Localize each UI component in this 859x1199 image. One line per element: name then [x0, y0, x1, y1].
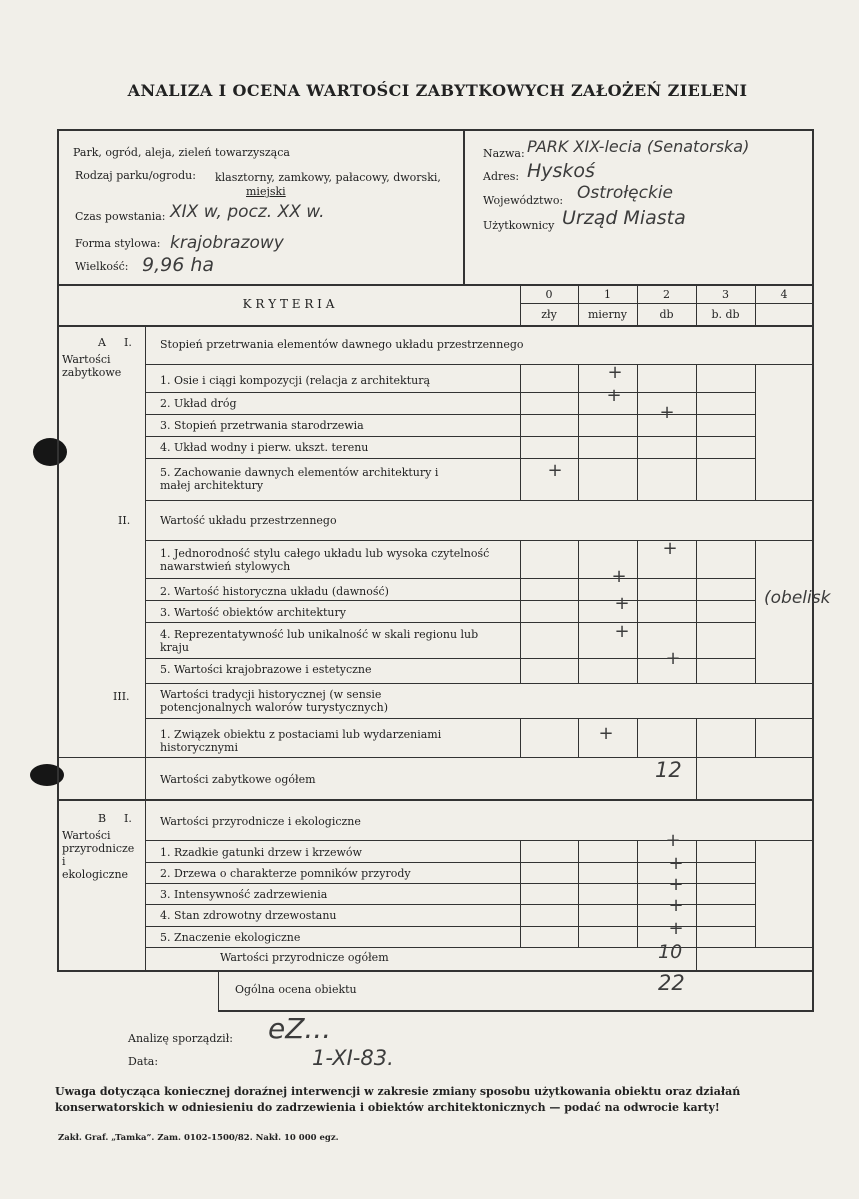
score-0: 0: [545, 288, 553, 301]
section-a-roman: I.: [124, 336, 132, 349]
total-a-value: 12: [655, 758, 682, 782]
nazwa-value: PARK XIX-lecia (Senatorska): [527, 137, 750, 156]
wielkosc-label: Wielkość:: [75, 260, 129, 273]
score-name-0: zły: [541, 308, 557, 321]
item-b1-2: 2. Drzewa o charakterze pomników przyrody: [160, 867, 411, 880]
item-a3-1: 1. Związek obiektu z postaciami lub wydarzeniami historycznymi: [160, 728, 442, 754]
czas-value: XIX w, pocz. XX w.: [170, 202, 325, 222]
footer-note: Uwaga dotycząca koniecznej doraźnej interwencji w zakresie zmiany sposobu użytkowania obiektu oraz działań konserwatorskich w odniesieniu do zadrzewienia i obiektów architektonicznych — podać na odwrocie karty!: [55, 1085, 741, 1114]
forma-label: Forma stylowa:: [75, 237, 161, 250]
total-b-value: 10: [658, 941, 683, 963]
mark-a2-2: +: [611, 566, 627, 587]
mark-a2-4: +: [614, 621, 630, 642]
item-a1-4: 4. Układ wodny i pierw. ukszt. terenu: [160, 441, 369, 454]
section-b-name: Wartości przyrodnicze i ekologiczne: [62, 829, 135, 881]
item-a2-3: 3. Wartość obiektów architektury: [160, 606, 346, 619]
rodzaj-options-2: miejski: [246, 185, 286, 198]
date-value: 1-XI-83.: [312, 1046, 394, 1070]
section-b-roman: I.: [124, 812, 132, 825]
punch-hole-top: [33, 438, 67, 466]
score-1: 1: [604, 288, 611, 301]
score-3: 3: [722, 288, 729, 301]
item-b1-4: 4. Stan zdrowotny drzewostanu: [160, 909, 337, 922]
item-a1-5: 5. Zachowanie dawnych elementów architektury i małej architektury: [160, 466, 439, 492]
kryteria-label: K R Y T E R I A: [242, 297, 335, 311]
group-b1-title: Wartości przyrodnicze i ekologiczne: [160, 815, 361, 828]
rodzaj-options: klasztorny, zamkowy, pałacowy, dworski,: [215, 171, 441, 184]
uzytk-value: Urząd Miasta: [562, 207, 686, 229]
analyst-signature: eZ...: [268, 1012, 332, 1045]
mark-b1-4: +: [668, 895, 684, 916]
item-a2-5: 5. Wartości krajobrazowe i estetyczne: [160, 663, 372, 676]
mark-a2-1: +: [662, 538, 678, 559]
score-name-3: b. db: [711, 308, 740, 321]
adres-label: Adres:: [483, 170, 520, 183]
item-b1-3: 3. Intensywność zadrzewienia: [160, 888, 328, 901]
uzytk-label: Użytkownicy: [483, 219, 555, 232]
mark-a1-2: +: [606, 385, 622, 406]
overall-value: 22: [658, 971, 685, 995]
mark-b1-3: +: [668, 874, 684, 895]
mark-a3-1: +: [598, 723, 614, 744]
forma-value: krajobrazowy: [170, 233, 284, 253]
item-b1-5: 5. Znaczenie ekologiczne: [160, 931, 301, 944]
score-2: 2: [663, 288, 670, 301]
item-b1-1: 1. Rzadkie gatunki drzew i krzewów: [160, 846, 362, 859]
item-a2-2: 2. Wartość historyczna układu (dawność): [160, 585, 389, 598]
czas-label: Czas powstania:: [75, 210, 166, 223]
park-type-line: Park, ogród, aleja, zieleń towarzysząca: [73, 146, 290, 159]
page-title: ANALIZA I OCENA WARTOŚCI ZABYTKOWYCH ZAŁOŻEŃ ZIELENI: [127, 81, 748, 100]
adres-value: Hyskoś: [527, 160, 595, 182]
group-a3-title: Wartości tradycji historycznej (w sensie potencjonalnych walorów turystycznych): [160, 688, 389, 714]
side-note: (obelisk: [764, 588, 831, 608]
section-a-roman-2: II.: [118, 514, 131, 527]
total-a-label: Wartości zabytkowe ogółem: [160, 773, 316, 786]
punch-hole-bottom: [30, 764, 64, 786]
mark-a2-5: +: [665, 648, 681, 669]
group-a1-title: Stopień przetrwania elementów dawnego układu przestrzennego: [160, 338, 524, 351]
woj-value: Ostrołęckie: [577, 183, 674, 203]
group-a2-title: Wartość układu przestrzennego: [160, 514, 337, 527]
section-a-name: Wartości zabytkowe: [62, 353, 122, 379]
mark-a2-3: +: [614, 593, 630, 614]
date-label: Data:: [128, 1055, 159, 1068]
item-a2-4: 4. Reprezentatywność lub unikalność w skali regionu lub kraju: [160, 628, 479, 654]
overall-label: Ogólna ocena obiektu: [235, 983, 357, 996]
score-4: 4: [780, 288, 788, 301]
mark-a1-5: +: [547, 460, 563, 481]
score-name-1: mierny: [587, 308, 627, 321]
rodzaj-label: Rodzaj parku/ogrodu:: [75, 169, 196, 182]
mark-b1-5: +: [668, 918, 684, 939]
item-a2-1: 1. Jednorodność stylu całego układu lub wysoka czytelność nawarstwień stylowych: [160, 547, 490, 573]
item-a1-3: 3. Stopień przetrwania starodrzewia: [160, 419, 364, 432]
mark-a1-1: +: [607, 362, 623, 383]
mark-a1-3: +: [659, 402, 675, 423]
section-a-letter: A: [98, 336, 106, 349]
section-a-roman-3: III.: [113, 690, 130, 703]
item-a1-1: 1. Osie i ciągi kompozycji (relacja z architekturą: [160, 374, 431, 387]
total-b-label: Wartości przyrodnicze ogółem: [220, 951, 389, 964]
mark-b1-1: +: [665, 830, 681, 851]
mark-b1-2: +: [668, 853, 684, 874]
score-name-2: db: [659, 308, 674, 321]
print-info: Zakł. Graf. „Tamka”. Zam. 0102-1500/82. Nakł. 10 000 egz.: [58, 1133, 339, 1143]
nazwa-label: Nazwa:: [483, 147, 525, 160]
woj-label: Województwo:: [483, 194, 564, 207]
wielkosc-value: 9,96 ha: [142, 254, 215, 276]
analyst-label: Analizę sporządził:: [128, 1032, 233, 1045]
item-a1-2: 2. Układ dróg: [160, 397, 237, 410]
section-b-letter: B: [98, 812, 107, 825]
